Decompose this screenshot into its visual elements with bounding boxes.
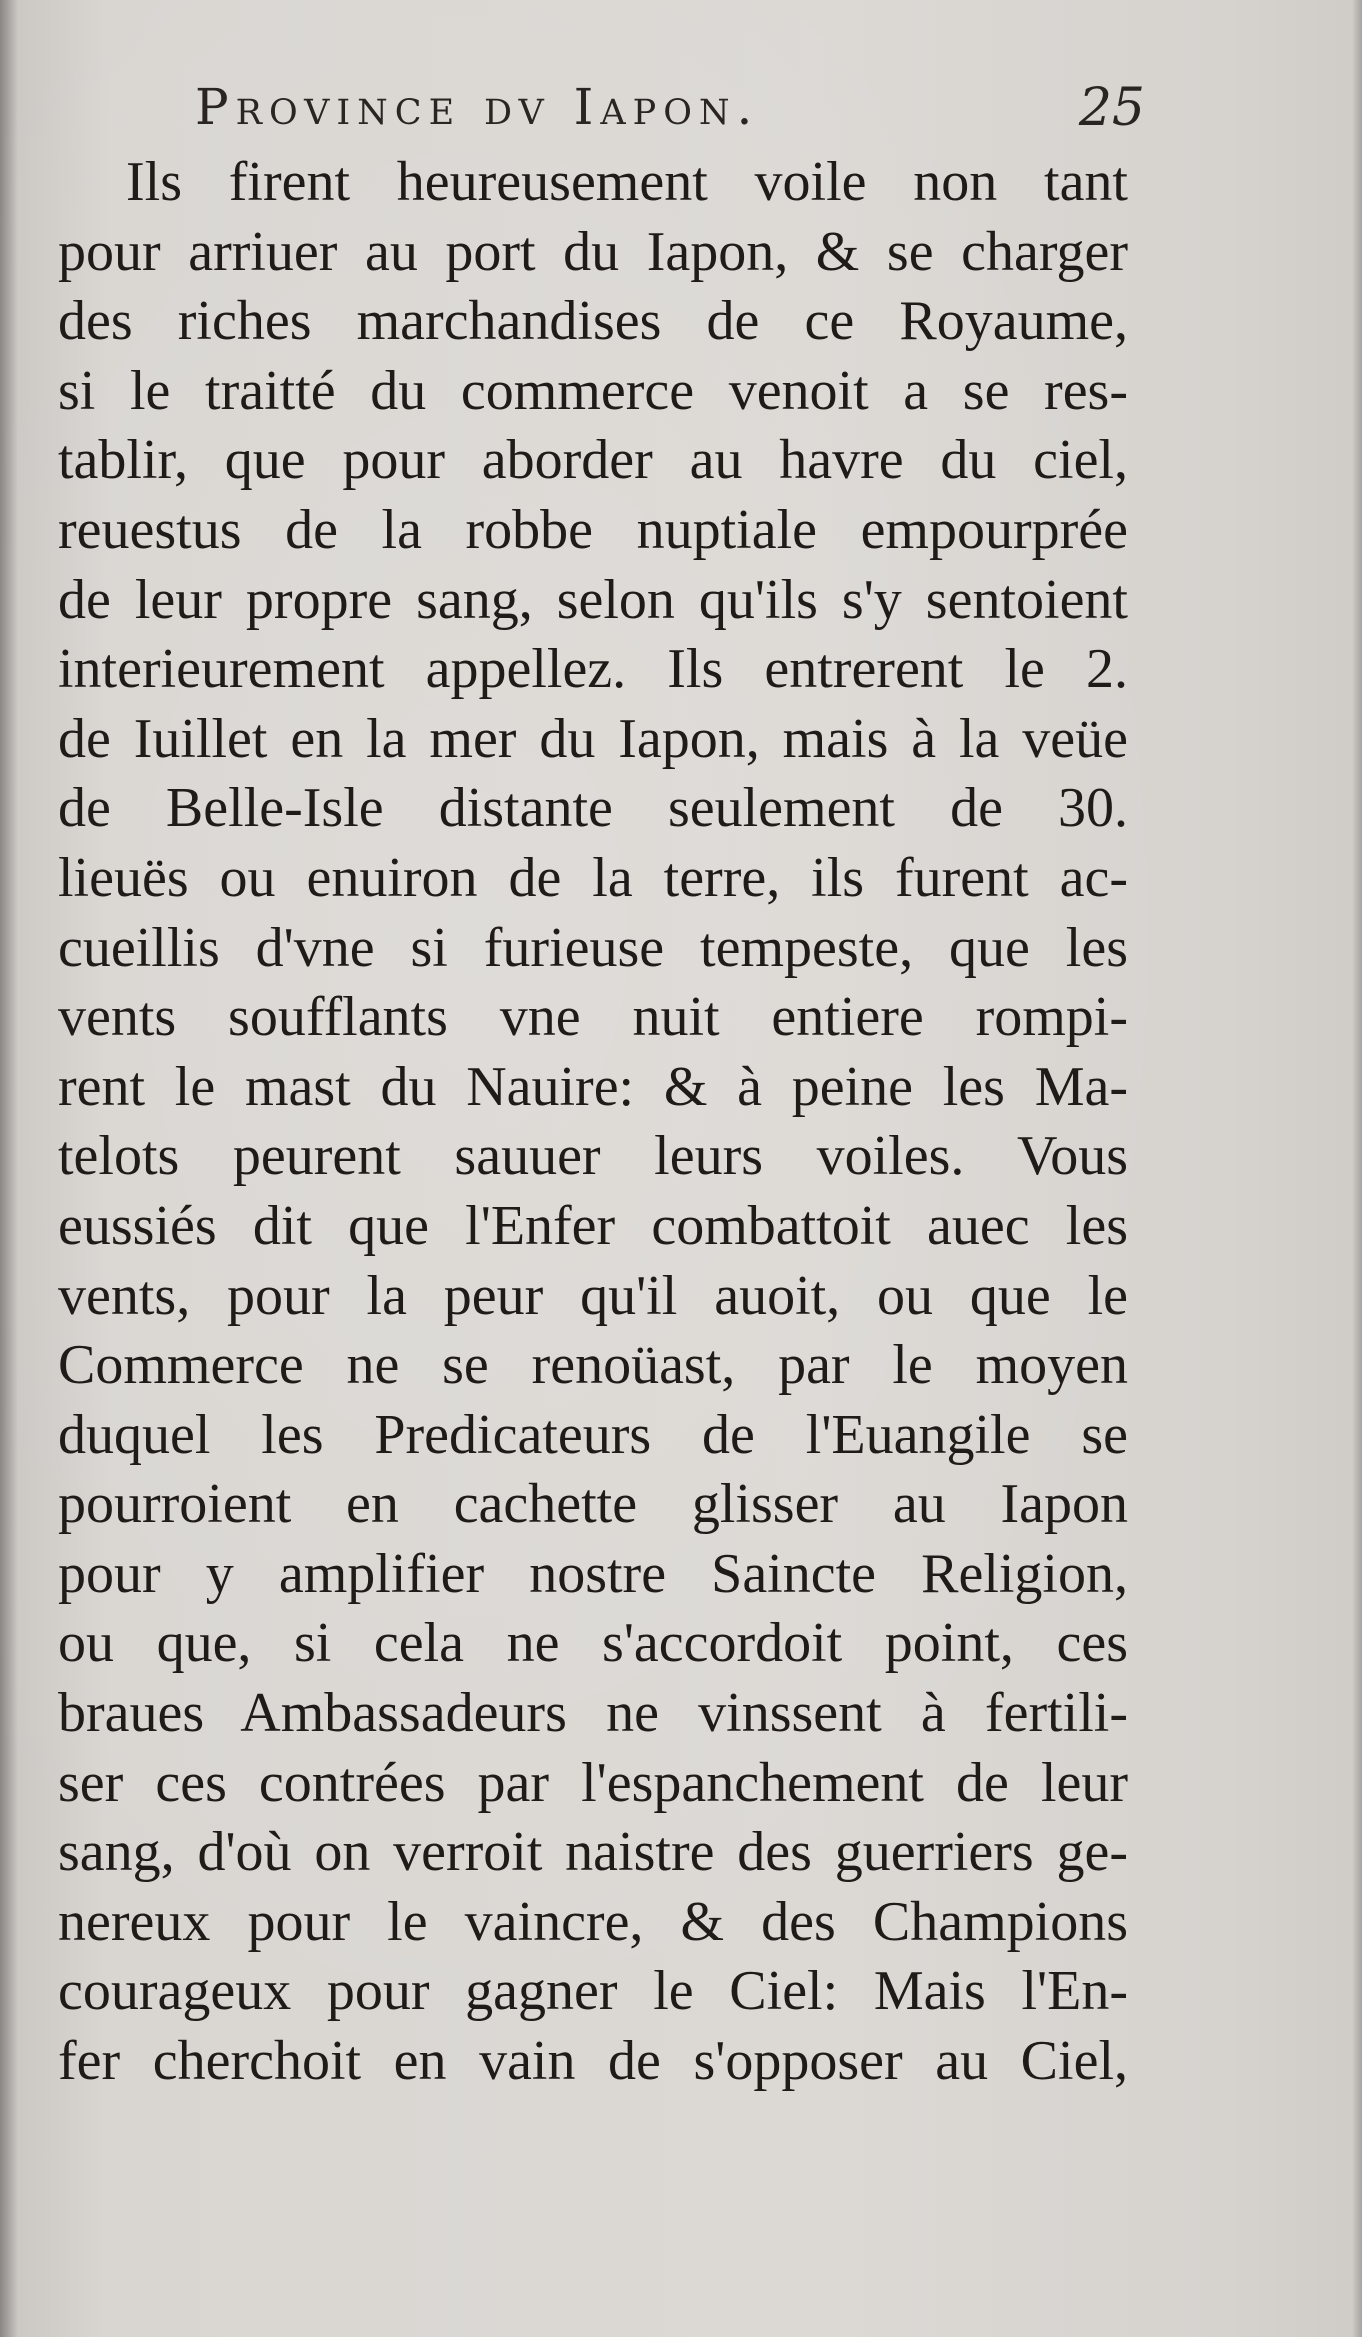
text-line: des riches marchandises de ce Royaume, — [58, 290, 1128, 353]
text-line: lieuës ou enuiron de la terre, ils furent ac- — [58, 846, 1128, 909]
text-line: eussiés dit que l'Enfer combattoit auec les — [58, 1194, 1128, 1257]
text-line: nereux pour le vaincre, & des Champions — [58, 1890, 1128, 1953]
text-line: reuestus de la robbe nuptiale empourprée — [58, 498, 1128, 561]
text-line: fer cherchoit en vain de s'opposer au Ciel, — [58, 2030, 1128, 2093]
text-line: Commerce ne se renoüast, par le moyen — [58, 1334, 1128, 1397]
text-line: telots peurent sauuer leurs voiles. Vous — [58, 1125, 1128, 1188]
text-line: cueillis d'vne si furieuse tempeste, que les — [58, 916, 1128, 979]
text-line: ou que, si cela ne s'accordoit point, ces — [58, 1612, 1128, 1675]
text-line: rent le mast du Nauire: & à peine les Ma- — [58, 1055, 1128, 1118]
text-line: pour arriuer au port du Iapon, & se charger — [58, 220, 1128, 283]
text-line: vents soufflants vne nuit entiere rompi- — [58, 986, 1128, 1049]
binding-shadow — [0, 0, 18, 2337]
text-line: ser ces contrées par l'espanchement de leur — [58, 1751, 1128, 1814]
text-line: pourroient en cachette glisser au Iapon — [58, 1473, 1128, 1536]
text-line: vents, pour la peur qu'il auoit, ou que le — [58, 1264, 1128, 1327]
body-text — [58, 148, 1128, 2097]
text-line: de Iuillet en la mer du Iapon, mais à la veüe — [58, 707, 1128, 770]
page-number: 25 — [1078, 78, 1145, 138]
text-line: sang, d'où on verroit naistre des guerriers ge- — [58, 1821, 1128, 1884]
page-header — [195, 78, 1145, 148]
text-line: courageux pour gagner le Ciel: Mais l'En- — [58, 1960, 1128, 2023]
text-line: braues Ambassadeurs ne vinssent à fertili- — [58, 1682, 1128, 1745]
text-line: tablir, que pour aborder au havre du ciel, — [58, 429, 1128, 492]
running-title: Province dv Iapon. — [195, 78, 760, 136]
text-line: Ils firent heureusement voile non tant — [126, 151, 1128, 213]
page-edge — [1352, 0, 1362, 2337]
text-line: si le traitté du commerce venoit a se res- — [58, 359, 1128, 422]
text-line: duquel les Predicateurs de l'Euangile se — [58, 1403, 1128, 1466]
text-line: interieurement appellez. Ils entrerent le 2. — [58, 638, 1128, 701]
text-line: de Belle-Isle distante seulement de 30. — [58, 777, 1128, 840]
text-line: pour y amplifier nostre Saincte Religion, — [58, 1542, 1128, 1605]
text-line: de leur propre sang, selon qu'ils s'y sentoient — [58, 568, 1128, 631]
